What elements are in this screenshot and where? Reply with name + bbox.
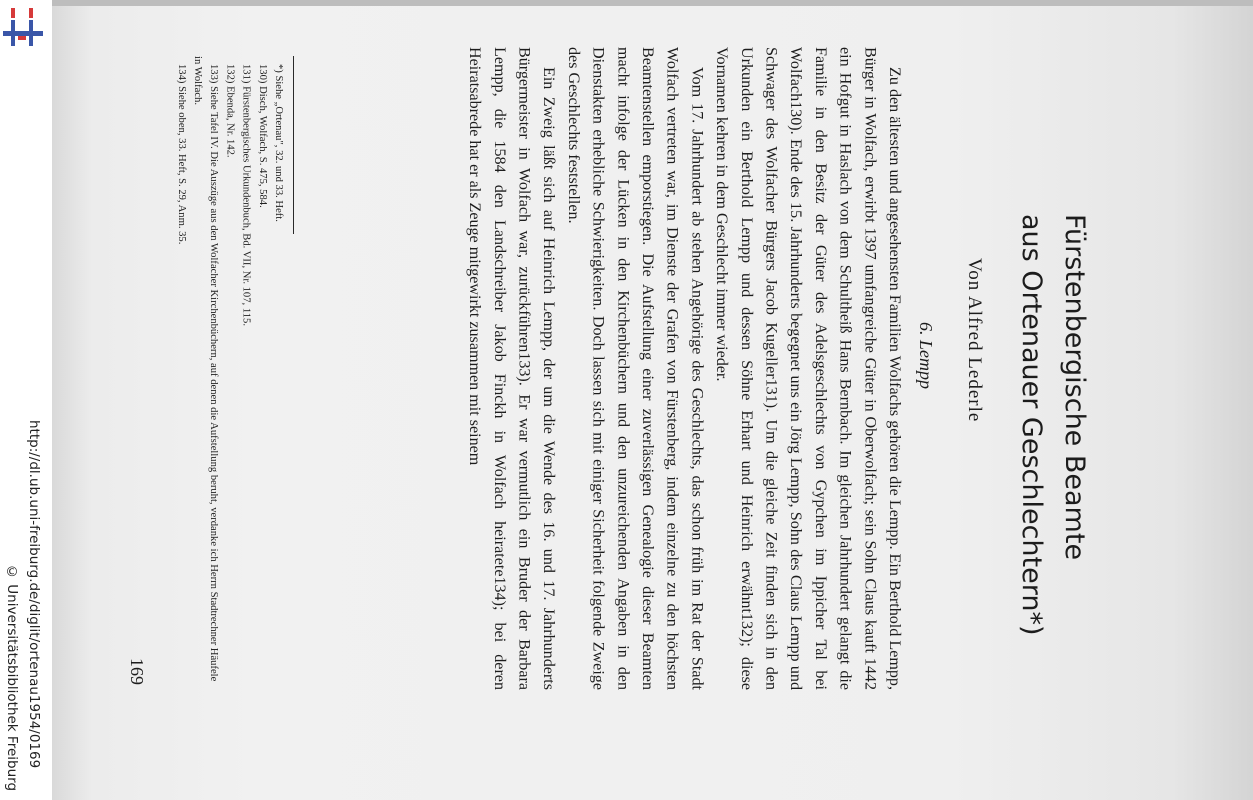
footnote: 133) Siehe Tafel IV. Die Auszüge aus den Wolfacher Kirchenbüchern, auf denen die Aufstellung beruht, verdanke ich Herrn Stadtrechner Häufele in Wolfach. — [191, 56, 220, 682]
page-edge — [52, 0, 1253, 6]
paragraph-2: Vom 17. Jahrhundert ab stehen Angehörige des Geschlechts, das schon früh im Rat der Stadt Wolfach vertreten war, im Dienste der Grafen von Fürstenberg, indem einzelne zu den höchsten Beamtenstellen emporstiegen. Die Aufstellung einer zuverlässigen Genealogie dieser Beamten macht infolge der Lücken in den Kirchenbüchern und den unzureichenden Angaben in den Dienstakten erhebliche Schwierigkeiten. Doch lassen sich mit einiger Sicherheit folgende Zweige des Geschlechts feststellen. — [564, 47, 706, 690]
page-title — [1010, 214, 1096, 636]
title-line-1: Fürstenbergische Beamte — [1059, 214, 1090, 561]
title-line-2: aus Ortenauer Geschlechtern*) — [1016, 214, 1047, 636]
copyright-notice: © Universitätsbibliothek Freiburg — [4, 564, 20, 792]
permalink-url[interactable]: http://dl.ub.uni-freiburg.de/diglit/ortenau1954/0169 — [26, 420, 42, 769]
footnote: 134) Siehe oben, 33. Heft, S. 29, Anm. 35. — [175, 64, 187, 245]
viewer-gutter — [0, 0, 52, 800]
footnote: 131) Fürstenbergisches Urkundenbuch, Bd. VII, Nr. 107, 115. — [240, 64, 252, 326]
section-heading: 6. Lempp — [916, 322, 936, 389]
footnote: 130) Disch, Wolfach, S. 475, 584. — [256, 64, 268, 208]
library-logo-icon[interactable] — [1, 6, 45, 50]
body-text — [310, 47, 906, 690]
footnote: 132) Ebenda, Nr. 142. — [224, 64, 236, 158]
footnote-divider — [293, 56, 294, 234]
footnote: *) Siehe „Ortenau", 32. und 33. Heft. — [273, 64, 284, 222]
page-number: 169 — [127, 658, 147, 685]
paragraph-1: Zu den ältesten und angesehensten Familien Wolfachs gehören die Lempp. Ein Berthold Lempp, Bürger in Wolfach, erwirbt 1397 umfangreiche Güter in Oberwolfach; sein Sohn Claus kauft 1442 ein Hofgut in Haslach von dem Schultheiß Hans Bernbach. Im gleichen Jahrhundert gelangt die Familie in den Besitz der Güter des Adelsgeschlechts von Gypchen im Ippicher Tal bei Wolfach130). Ende des 15. Jahrhunderts begegnet uns ein Jörg Lempp, Sohn des Claus Lempp und Schwager des Wolfacher Bürgers Jacob Kugeller131). Um die gleiche Zeit finden sich in den Urkunden ein Berthold Lempp und dessen Söhne Erhart und Heinrich erwähnt132); diese Vornamen kehren in dem Geschlecht immer wieder. — [713, 47, 903, 690]
author-byline: Von Alfred Lederle — [964, 258, 985, 423]
footnotes — [168, 56, 286, 692]
paragraph-3: Ein Zweig läßt sich auf Heinrich Lempp, der um die Wende des 16. und 17. Jahrhunderts Bürgermeister in Wolfach war, zurückführen133). Er war vermutlich ein Bruder der Barbara Lempp, die 1584 den Landschreiber Jakob Finckh in Wolfach heiratete134); bei deren Heiratsabrede hat er als Zeuge mitgewirkt zusammen mit seinem — [466, 47, 558, 690]
